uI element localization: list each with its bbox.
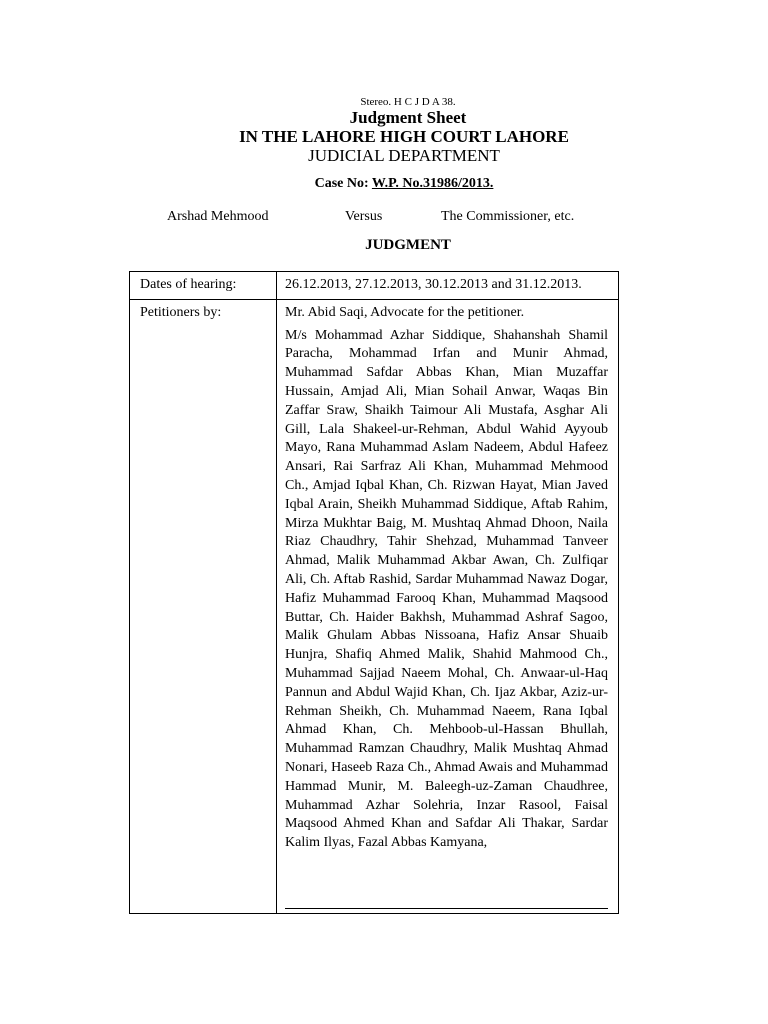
petitioners-label: Petitioners by: [130,299,277,913]
respondent-name: The Commissioner, etc. [441,209,575,224]
case-number-line [20,176,768,192]
sheet-title: Judgment Sheet [349,108,467,127]
primary-counsel: Mr. Abid Saqi, Advocate for the petitioner. [285,304,525,320]
other-counsel: M/s Mohammad Azhar Siddique, Shahanshah Shamil Paracha, Mohammad Irfan and Munir Ahmad, Muhammad Safdar Abbas Khan, Mian Muzaffar Hussain, Amjad Ali, Mian Sohail Anwar, Waqas Bin Zaffar Sraw, Shaikh Taimour Ali Mustafa, Asghar Ali Gill, Lala Shakeel-ur-Rehman, Abdul Wahid Ayyoub Mayo, Rana Muhammad Aslam Nadeem, Abdul Hafeez Ansari, Rai Sarfraz Ali Khan, Muhammad Mehmood Ch., Amjad Iqbal Khan, Ch. Rizwan Hayat, Mian Javed Iqbal Arain, Sheikh Muhammad Siddique, Aftab Rahim, Mirza Mukhtar Baig, M. Mushtaq Ahmad Dhoon, Naila Riaz Chaudhry, Tahir Shehzad, Muhammad Tanveer Ahmad, Malik Muhammad Akbar Awan, Ch. Zulfiqar Ali, Ch. Aftab Rashid, Sardar Muhammad Nawaz Dogar, Hafiz Muhammad Farooq Khan, Muhammad Maqsood Buttar, Ch. Haider Bakhsh, Muhammad Ashraf Sagoo, Malik Ghulam Abbas Nissoana, Hafiz Ansar Shuaib Hunjra, Shafiq Ahmed Malik, Shahid Mahmood Ch., Muhammad Sajjad Naeem Mohal, Ch. Anwaar-ul-Haq Pannun and Abdul Wajid Khan, Ch. Ijaz Akbar, Aziz-ur-Rehman Sheikh, Ch. Muhammad Naeem, Rana Iqbal Ahmad Khan, Ch. Mehboob-ul-Hassan Bhullah, Muhammad Ramzan Chaudhry, Malik Mushtaq Ahmad Nonari, Haseeb Raza Ch., Ahmad Awais and Muhammad Hammad Munir, M. Baleegh-uz-Zaman Chaudhree, Muhammad Azhar Solehria, Inzar Rasool, Faisal Maqsood Ahmed Khan and Safdar Ali Thakar, Sardar Kalim Ilyas, Fazal Abbas Kamyana, [285,327,608,851]
case-label: Case No: [314,176,372,191]
versus-label: Versus [345,209,383,224]
department-name: JUDICIAL DEPARTMENT [308,146,500,165]
court-name: IN THE LAHORE HIGH COURT LAHORE [239,127,569,146]
judgment-heading: JUDGMENT [365,237,451,253]
petitioner-name: Arshad Mehmood [167,209,269,224]
counsel-list [285,304,608,909]
table-row [130,272,619,300]
stereo-reference: Stereo. H C J D A 38. [360,96,456,108]
counsel-cell [277,299,619,913]
hearing-dates: 26.12.2013, 27.12.2013, 30.12.2013 and 31.12.2013. [277,272,619,300]
hearing-details-table [129,271,619,914]
table-row [130,299,619,913]
case-number: W.P. No.31986/2013. [371,176,494,191]
hearing-label: Dates of hearing: [130,272,277,300]
